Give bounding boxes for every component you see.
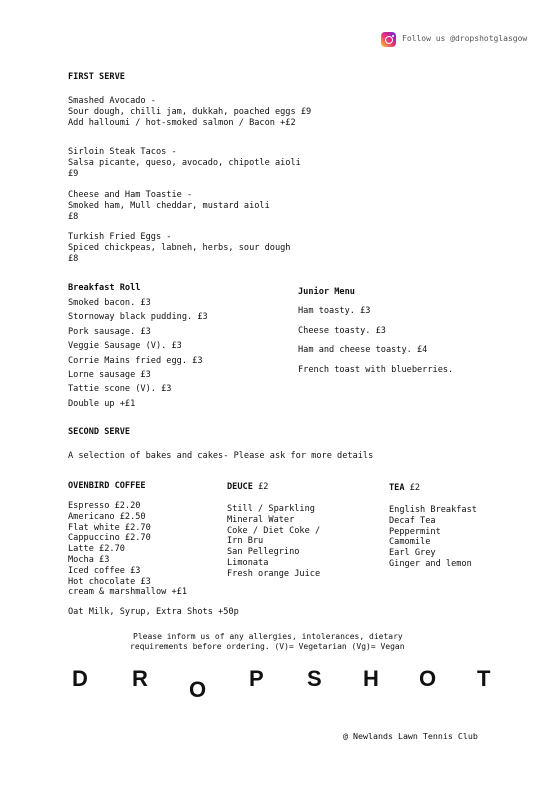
breakfast-roll-heading: Breakfast Roll	[68, 283, 141, 293]
list-item: Coke / Diet Coke /	[227, 525, 321, 536]
logo-letter: P	[249, 666, 264, 691]
follow-us-text[interactable]: Follow us @dropshotglasgow	[402, 34, 528, 43]
list-item: Tattie scone (V). £3	[68, 384, 172, 395]
list-item: Smoked bacon. £3	[68, 298, 151, 308]
deuce-list	[227, 504, 320, 580]
deuce-heading-row	[227, 482, 268, 493]
list-item: Stornoway black pudding. £3	[68, 312, 208, 323]
list-item: Cheese toasty. £3	[298, 325, 386, 336]
menu-item-sirloin-steak-tacos	[68, 147, 301, 179]
tea-heading-row	[389, 483, 420, 494]
logo-letter: O	[189, 677, 207, 702]
junior-menu-list	[298, 306, 453, 384]
item-description: Spiced chickpeas, labneh, herbs, sour dough	[68, 242, 291, 253]
list-item: Pork sausage. £3	[68, 326, 151, 337]
logo-letter: D	[72, 666, 88, 691]
footer-text: @ Newlands Lawn Tennis Club	[343, 731, 478, 741]
list-item: Fresh orange Juice	[227, 568, 321, 579]
logo-letter: H	[363, 666, 379, 691]
item-title: Smashed Avocado -	[68, 96, 156, 106]
ovenbird-coffee-heading: OVENBIRD COFFEE	[68, 481, 146, 491]
logo-letter: S	[307, 666, 322, 691]
list-item: Flat white £2.70	[68, 522, 151, 533]
second-serve-text: A selection of bakes and cakes- Please ask for more details	[68, 451, 374, 461]
list-item: Mocha £3	[68, 554, 110, 565]
deuce-heading: DEUCE	[227, 482, 253, 492]
instagram-icon[interactable]	[381, 32, 396, 47]
dropshot-logo	[72, 666, 496, 706]
allergy-note-line: Please inform us of any allergies, intolerances, dietary	[133, 632, 403, 641]
list-item: Iced coffee £3	[68, 565, 141, 576]
coffee-extras: Oat Milk, Syrup, Extra Shots +50p	[68, 607, 239, 617]
list-item: San Pellegrino	[227, 547, 300, 558]
logo-letter: R	[132, 666, 148, 691]
list-item: English Breakfast	[389, 505, 477, 515]
list-item: Irn Bru	[227, 536, 264, 547]
item-title: Turkish Fried Eggs -	[68, 232, 172, 242]
logo-letter: O	[419, 666, 437, 691]
item-price: £9	[68, 168, 79, 179]
list-item: Latte £2.70	[68, 544, 125, 555]
list-item: Ham toasty. £3	[298, 306, 371, 316]
allergy-note	[130, 632, 405, 652]
list-item: Ham and cheese toasty. £4	[298, 345, 428, 355]
list-item: Peppermint	[389, 526, 441, 537]
list-item: Espresso £2.20	[68, 501, 141, 511]
tea-price: £2	[409, 483, 421, 493]
list-item: Corrie Mains fried egg. £3	[68, 355, 203, 366]
first-serve-heading: FIRST SERVE	[68, 72, 125, 82]
tea-list	[389, 505, 477, 570]
item-price: £8	[68, 211, 79, 222]
logo-letter: T	[477, 666, 491, 691]
coffee-list	[68, 501, 187, 598]
list-item: Hot chocolate £3	[68, 576, 151, 587]
menu-item-turkish-fried-eggs	[68, 232, 290, 264]
list-item: cream & marshmallow +£1	[68, 587, 187, 598]
list-item: Veggie Sausage (V). £3	[68, 341, 182, 352]
list-item: Cappuccino £2.70	[68, 533, 151, 544]
allergy-note-line: requirements before ordering. (V)= Vegetarian (Vg)= Vegan	[130, 642, 405, 651]
tea-heading: TEA	[389, 483, 405, 493]
item-title: Sirloin Steak Tacos -	[68, 147, 177, 157]
list-item: Limonata	[227, 557, 269, 568]
item-description: Salsa picante, queso, avocado, chipotle aioli	[68, 157, 301, 168]
item-title: Cheese and Ham Toastie -	[68, 190, 193, 200]
menu-item-smashed-avocado	[68, 96, 311, 128]
list-item: Double up +£1	[68, 398, 136, 409]
list-item: French toast with blueberries.	[298, 364, 454, 375]
junior-menu-heading: Junior Menu	[298, 287, 355, 297]
list-item: Earl Grey	[389, 548, 436, 559]
item-extra: Add halloumi / hot-smoked salmon / Bacon +£2	[68, 117, 296, 128]
item-price: £8	[68, 253, 79, 264]
list-item: Decaf Tea	[389, 515, 436, 526]
deuce-price: £2	[258, 482, 269, 492]
list-item: Lorne sausage £3	[68, 369, 151, 380]
second-serve-heading: SECOND SERVE	[68, 427, 131, 437]
menu-item-cheese-ham-toastie	[68, 190, 270, 222]
item-description: Smoked ham, Mull cheddar, mustard aioli	[68, 200, 270, 211]
list-item: Mineral Water	[227, 514, 295, 525]
list-item: Ginger and lemon	[389, 558, 472, 569]
list-item: Still / Sparkling	[227, 504, 315, 514]
breakfast-roll-list	[68, 298, 208, 413]
list-item: Camomile	[389, 537, 431, 548]
list-item: Americano £2.50	[68, 511, 146, 522]
item-description: Sour dough, chilli jam, dukkah, poached eggs £9	[68, 106, 312, 117]
